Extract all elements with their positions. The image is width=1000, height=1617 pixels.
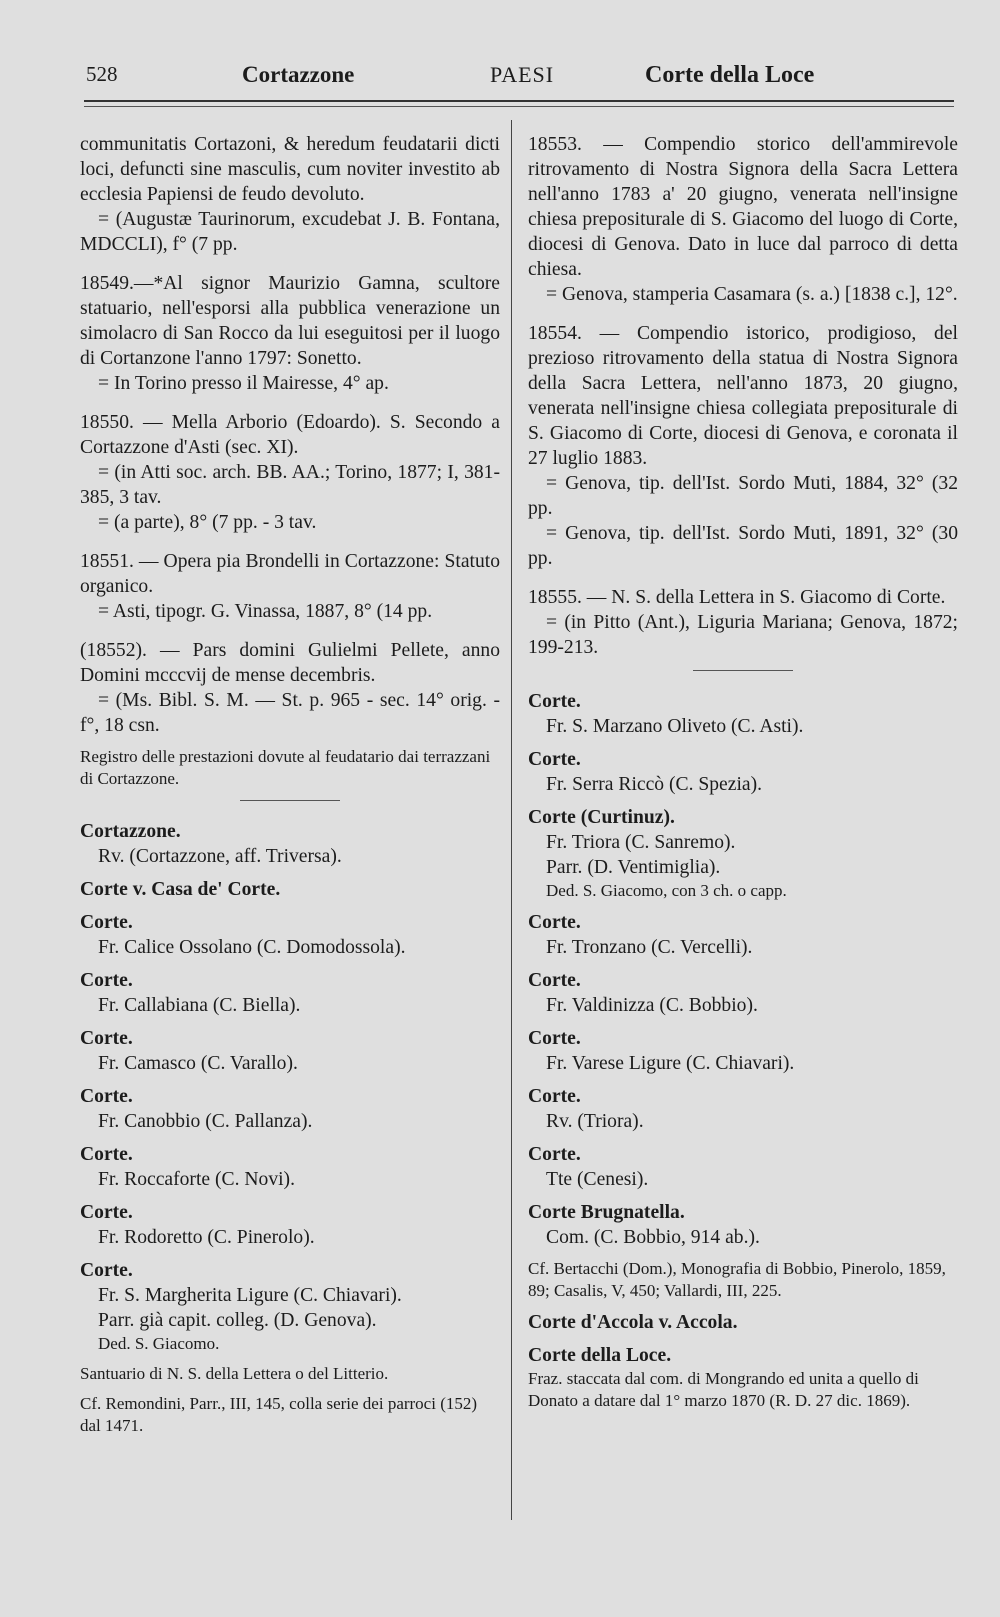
entry-imprint: = Genova, stamperia Casamara (s. a.) [1838 c.], 12°. — [546, 284, 958, 305]
place-detail: Fr. Callabiana (C. Biella). — [98, 995, 301, 1016]
entry-18554: 18554. — Compendio istorico, prodigioso, del prezioso ritrovamento della statua di Nostra Signora della Sacra Lettera, nell'anno 1873, 20 giugno, venerata nell'insigne chiesa collegiata prepositurale di S. Giacomo di Corte, diocesi di Genova, e coronata il 27 luglio 1883. — [528, 323, 958, 469]
place-reference: Cf. Remondini, Parr., III, 145, colla serie dei parroci (152) dal 1471. — [80, 1394, 478, 1435]
column-divider — [511, 120, 512, 1520]
place-heading: Corte. — [80, 1028, 133, 1049]
place-heading: Corte. — [528, 749, 581, 770]
place-detail: Tte (Cenesi). — [546, 1169, 649, 1190]
place-heading: Corte. — [528, 1086, 581, 1107]
page-number: 528 — [86, 62, 118, 86]
entry-imprint: = In Torino presso il Mairesse, 4° ap. — [98, 373, 389, 394]
place-heading: Corte. — [80, 1260, 133, 1281]
left-running-title: Cortazzone — [242, 62, 355, 87]
entry-note: Registro delle prestazioni dovute al feudatario dai terrazzani di Cortazzone. — [80, 747, 491, 788]
place-heading: Corte. — [528, 970, 581, 991]
place-heading: Corte. — [80, 912, 133, 933]
place-heading: Corte. — [528, 1144, 581, 1165]
section-separator — [240, 800, 340, 801]
place-heading: Corte. — [80, 1086, 133, 1107]
entry-imprint: = (in Pitto (Ant.), Liguria Mariana; Genova, 1872; 199-213. — [528, 612, 958, 658]
place-note: Ded. S. Giacomo, con 3 ch. o capp. — [546, 881, 787, 900]
place-heading: Cortazzone. — [80, 821, 181, 842]
place-note: Ded. S. Giacomo. — [98, 1334, 220, 1353]
place-detail: Rv. (Triora). — [546, 1111, 644, 1132]
running-header — [0, 56, 1000, 96]
place-detail: Parr. già capit. colleg. (D. Genova). — [98, 1310, 377, 1331]
entry-18552: (18552). — Pars domini Gulielmi Pellete, anno Domini mcccvij de mense decembris. — [80, 640, 500, 686]
left-column — [80, 132, 500, 1437]
place-heading: Corte. — [528, 1028, 581, 1049]
place-detail: Fr. S. Marzano Oliveto (C. Asti). — [546, 716, 804, 737]
entry-18550: 18550. — Mella Arborio (Edoardo). S. Secondo a Cortazzone d'Asti (sec. XI). — [80, 412, 500, 458]
place-detail: Fr. Tronzano (C. Vercelli). — [546, 937, 753, 958]
place-detail: Fr. Varese Ligure (C. Chiavari). — [546, 1053, 795, 1074]
place-heading: Corte. — [528, 912, 581, 933]
entry-imprint: = Genova, tip. dell'Ist. Sordo Muti, 1884, 32° (32 pp. — [528, 473, 958, 519]
place-detail: Fr. Canobbio (C. Pallanza). — [98, 1111, 313, 1132]
place-detail: Fr. Serra Riccò (C. Spezia). — [546, 774, 763, 795]
entry-18551: 18551. — Opera pia Brondelli in Cortazzone: Statuto organico. — [80, 551, 500, 597]
place-heading: Corte v. Casa de' Corte. — [80, 879, 281, 900]
place-detail: Fr. Valdinizza (C. Bobbio). — [546, 995, 758, 1016]
place-detail: Fr. Roccaforte (C. Novi). — [98, 1169, 295, 1190]
place-reference: Cf. Bertacchi (Dom.), Monografia di Bobbio, Pinerolo, 1859, 89; Casalis, V, 450; Vallardi, III, 225. — [528, 1259, 946, 1300]
place-detail: Fr. S. Margherita Ligure (C. Chiavari). — [98, 1285, 402, 1306]
section-title: PAESI — [490, 62, 555, 87]
right-column — [528, 132, 958, 1412]
place-detail: Rv. (Cortazzone, aff. Triversa). — [98, 846, 342, 867]
place-heading: Corte (Curtinuz). — [528, 807, 675, 828]
place-detail: Fr. Rodoretto (C. Pinerolo). — [98, 1227, 315, 1248]
place-detail: Fr. Calice Ossolano (C. Domodossola). — [98, 937, 406, 958]
place-heading: Corte. — [80, 970, 133, 991]
entry-imprint: = (in Atti soc. arch. BB. AA.; Torino, 1877; I, 381-385, 3 tav. — [80, 462, 500, 508]
place-detail: Fr. Camasco (C. Varallo). — [98, 1053, 298, 1074]
header-rule-thin — [84, 106, 954, 107]
place-heading: Corte d'Accola v. Accola. — [528, 1312, 738, 1333]
place-heading: Corte della Loce. — [528, 1345, 672, 1366]
place-detail: Parr. (D. Ventimiglia). — [546, 857, 721, 878]
place-heading: Corte. — [80, 1144, 133, 1165]
entry-imprint: = Asti, tipogr. G. Vinassa, 1887, 8° (14 pp. — [98, 601, 433, 622]
entry-imprint: = (Ms. Bibl. S. M. — St. p. 965 - sec. 14° orig. - f°, 18 csn. — [80, 690, 500, 736]
place-detail: Fr. Triora (C. Sanremo). — [546, 832, 736, 853]
entry-imprint: = (Augustæ Taurinorum, excudebat J. B. Fontana, MDCCLI), f° (7 pp. — [80, 209, 500, 255]
entry-18549: 18549.—*Al signor Maurizio Gamna, scultore statuario, nell'esporsi alla pubblica venerazione un simolacro di San Rocco da lui eseguitosi per il luogo di Cortanzone l'anno 1797: Sonetto. — [80, 273, 500, 369]
place-detail: Com. (C. Bobbio, 914 ab.). — [546, 1227, 760, 1248]
place-note: Santuario di N. S. della Lettera o del Litterio. — [80, 1364, 389, 1383]
entry-imprint: = Genova, tip. dell'Ist. Sordo Muti, 1891, 32° (30 pp. — [528, 523, 958, 569]
place-heading: Corte. — [528, 691, 581, 712]
section-separator — [693, 670, 793, 671]
header-rule — [84, 100, 954, 102]
place-heading: Corte. — [80, 1202, 133, 1223]
place-heading: Corte Brugnatella. — [528, 1202, 685, 1223]
entry-text: communitatis Cortazoni, & heredum feudatarii dicti loci, defuncti sine masculis, cum noviter investito ab ecclesia Papiensi de feudo devoluto. — [80, 134, 500, 205]
place-note: Fraz. staccata dal com. di Mongrando ed unita a quello di Donato a datare dal 1° marzo 1870 (R. D. 27 dic. 1869). — [528, 1369, 919, 1410]
entry-18555: 18555. — N. S. della Lettera in S. Giacomo di Corte. — [528, 587, 946, 608]
entry-imprint: = (a parte), 8° (7 pp. - 3 tav. — [98, 512, 317, 533]
entry-18553: 18553. — Compendio storico dell'ammirevole ritrovamento di Nostra Signora della Sacra Lettera nell'anno 1783 a' 20 giugno, venerata nell'insigne chiesa prepositurale di S. Giacomo del luogo di Corte, diocesi di Genova. Dato in luce dal parroco di detta chiesa. — [528, 134, 958, 280]
right-running-title: Corte della Loce — [645, 62, 815, 88]
